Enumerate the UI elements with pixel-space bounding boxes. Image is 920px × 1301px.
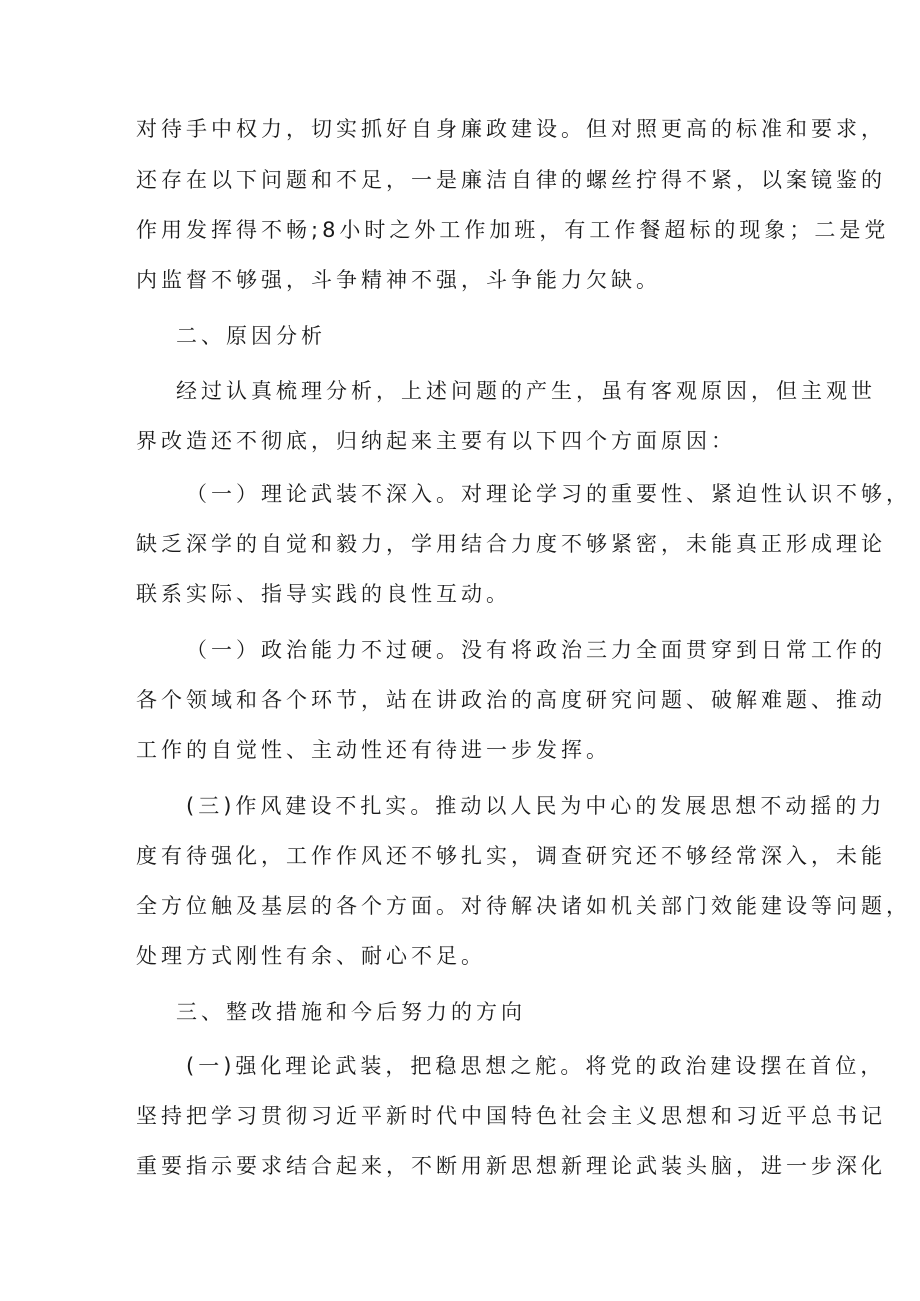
text-line: 重要指示要求结合起来，不断用新思想新理论武装头脑，进一步深化 <box>136 1154 886 1178</box>
text-line: 全方位触及基层的各个方面。对待解决诸如机关部门效能建设等问题， <box>136 894 911 918</box>
text-line: 缺乏深学的自觉和毅力，学用结合力度不够紧密，未能真正形成理论 <box>136 532 886 556</box>
text-line: 对待手中权力，切实抓好自身廉政建设。但对照更高的标准和要求， <box>136 117 886 141</box>
text-line: 作用发挥得不畅;8小时之外工作加班，有工作餐超标的现象；二是党 <box>136 218 890 242</box>
text-line: (三)作风建设不扎实。推动以人民为中心的发展思想不动摇的力 <box>186 794 886 818</box>
text-line: 经过认真梳理分析，上述问题的产生，虽有客观原因，但主观世 <box>176 379 876 403</box>
text-line: 各个领域和各个环节，站在讲政治的高度研究问题、破解难题、推动 <box>136 688 886 712</box>
text-line: 还存在以下问题和不足，一是廉洁自律的螺丝拧得不紧，以案镜鉴的 <box>136 168 886 192</box>
text-line: 工作的自觉性、主动性还有待进一步发挥。 <box>136 738 611 762</box>
text-line: （一）理论武装不深入。对理论学习的重要性、紧迫性认识不够， <box>186 482 911 506</box>
text-line: 处理方式刚性有余、耐心不足。 <box>136 944 486 968</box>
text-line: （一）政治能力不过硬。没有将政治三力全面贯穿到日常工作的 <box>186 638 886 662</box>
section-heading: 三、整改措施和今后努力的方向 <box>176 1000 526 1024</box>
text-line: 坚持把学习贯彻习近平新时代中国特色社会主义思想和习近平总书记 <box>136 1104 886 1128</box>
text-line: 内监督不够强，斗争精神不强，斗争能力欠缺。 <box>136 268 661 292</box>
section-heading: 二、原因分析 <box>176 324 326 348</box>
text-line: 联系实际、指导实践的良性互动。 <box>136 582 511 606</box>
text-line: 界改造还不彻底，归纳起来主要有以下四个方面原因： <box>136 429 736 453</box>
text-line: (一)强化理论武装，把稳思想之舵。将党的政治建设摆在首位， <box>186 1054 886 1078</box>
text-line: 度有待强化，工作作风还不够扎实，调查研究还不够经常深入，未能 <box>136 844 886 868</box>
